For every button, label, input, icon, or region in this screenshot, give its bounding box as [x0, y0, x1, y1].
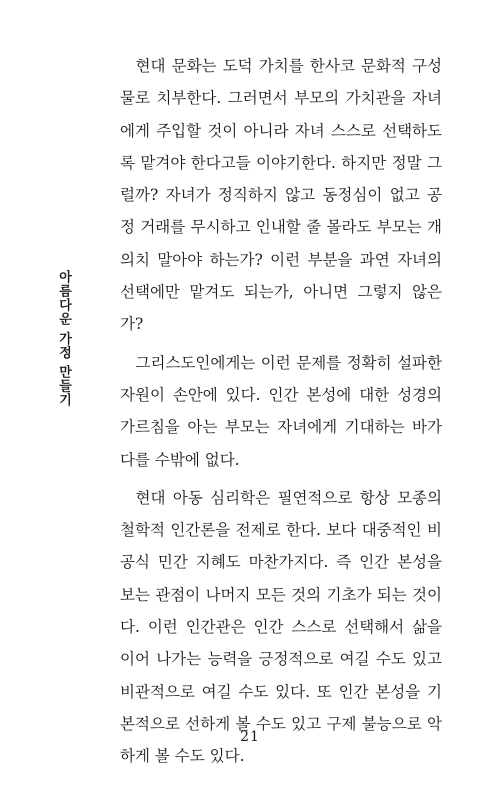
paragraph-3: 현대 아동 심리학은 필연적으로 항상 모종의 철학적 인간론을 전제로 한다. 보다 대중적인 비공식 민간 지혜도 마찬가지다. 즉 인간 본성을 보는 관점이 나머지 모든 것의 기초가 되는 것이다. 이런 인간관은 인간 스스로 선택해서 삶을 이어 나가는 능력을 긍정적으로 여길 수도 있고 비관적으로 여길 수도 있다. 또 인간 본성을 기본적으로 선하게 볼 수도 있고 구제 불능으로 악하게 볼 수도 있다. — [120, 488, 442, 766]
paragraph-2: 그리스도인에게는 이런 문제를 정확히 설파한 자원이 손안에 있다. 인간 본성에 대한 성경의 가르침을 아는 부모는 자녀에게 기대하는 바가 다를 수밖에 없다. — [120, 353, 442, 469]
page-number: 21 — [240, 729, 260, 745]
running-title: 아름다운 가정 만들기 — [56, 270, 71, 408]
body-text — [120, 50, 442, 773]
paragraph-1: 현대 문화는 도덕 가치를 한사코 문화적 구성물로 치부한다. 그러면서 부모의 가치관을 자녀에게 주입할 것이 아니라 자녀 스스로 선택하도록 맡겨야 한다고들 이야기한다. 하지만 정말 그럴까? 자녀가 정직하지 않고 동정심이 없고 공정 거래를 무시하고 인내할 줄 몰라도 부모는 개의치 말아야 하는가? 이런 부분을 과연 자녀의 선택에만 맡겨도 되는가, 아니면 그렇지 않은가? — [120, 57, 442, 334]
